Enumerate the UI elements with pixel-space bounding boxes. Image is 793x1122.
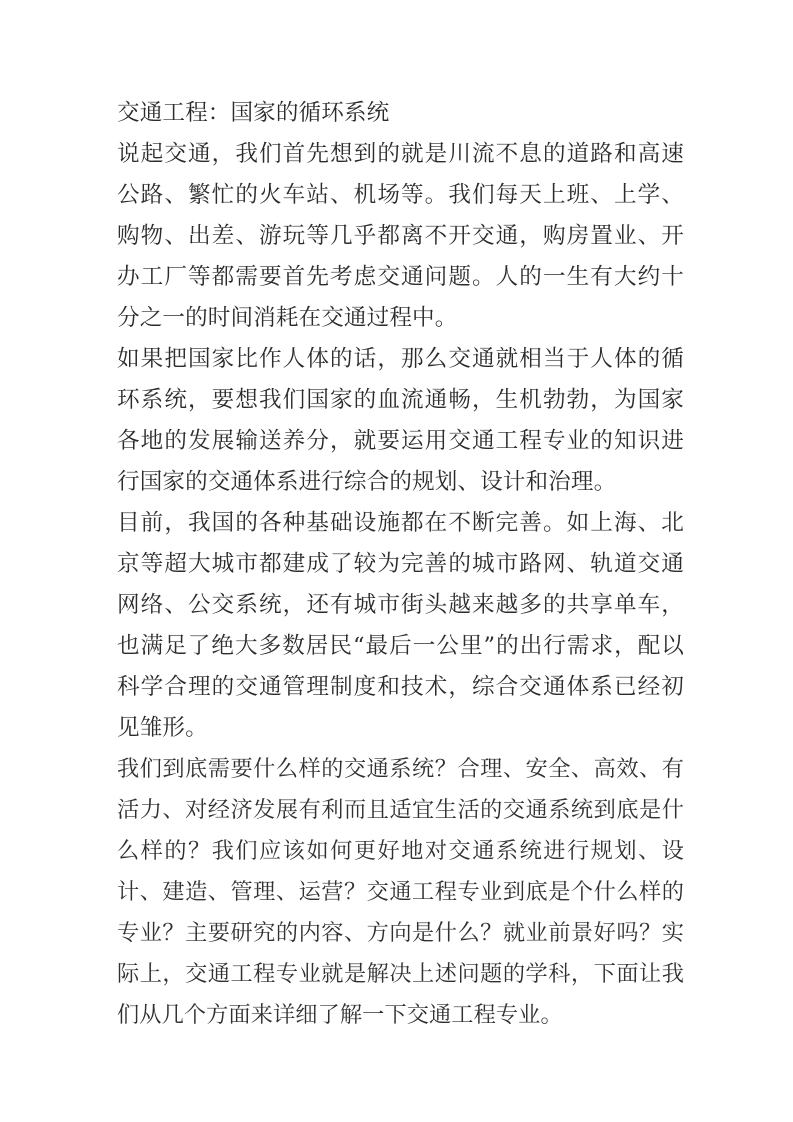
document-title: 交通工程：国家的循环系统: [117, 100, 390, 126]
paragraph-3: 目前，我国的各种基础设施都在不断完善。如上海、北京等超大城市都建成了较为完善的城市路网、轨道交通网络、公交系统，还有城市街头越来越多的共享单车，也满足了绝大多数居民“最后一公里”的出行需求，配以科学合理的交通管理制度和技术，综合交通体系已经初见雏形。: [117, 510, 684, 741]
paragraph-1: 说起交通，我们首先想到的就是川流不息的道路和高速公路、繁忙的火车站、机场等。我们每天上班、上学、购物、出差、游玩等几乎都离不开交通，购房置业、开办工厂等都需要首先考虑交通问题。人的一生有大约十分之一的时间消耗在交通过程中。: [117, 141, 684, 331]
paragraph-4: 我们到底需要什么样的交通系统？合理、安全、高效、有活力、对经济发展有利而且适宜生活的交通系统到底是什么样的？我们应该如何更好地对交通系统进行规划、设计、建造、管理、运营？交通工程专业到底是个什么样的专业？主要研究的内容、方向是什么？就业前景好吗？实际上，交通工程专业就是解决上述问题的学科，下面让我们从几个方面来详细了解一下交通工程专业。: [117, 756, 684, 1028]
document-body: [117, 93, 684, 1036]
paragraph-2: 如果把国家比作人体的话，那么交通就相当于人体的循环系统，要想我们国家的血流通畅，生机勃勃，为国家各地的发展输送养分，就要运用交通工程专业的知识进行国家的交通体系进行综合的规划、设计和治理。: [117, 346, 684, 495]
